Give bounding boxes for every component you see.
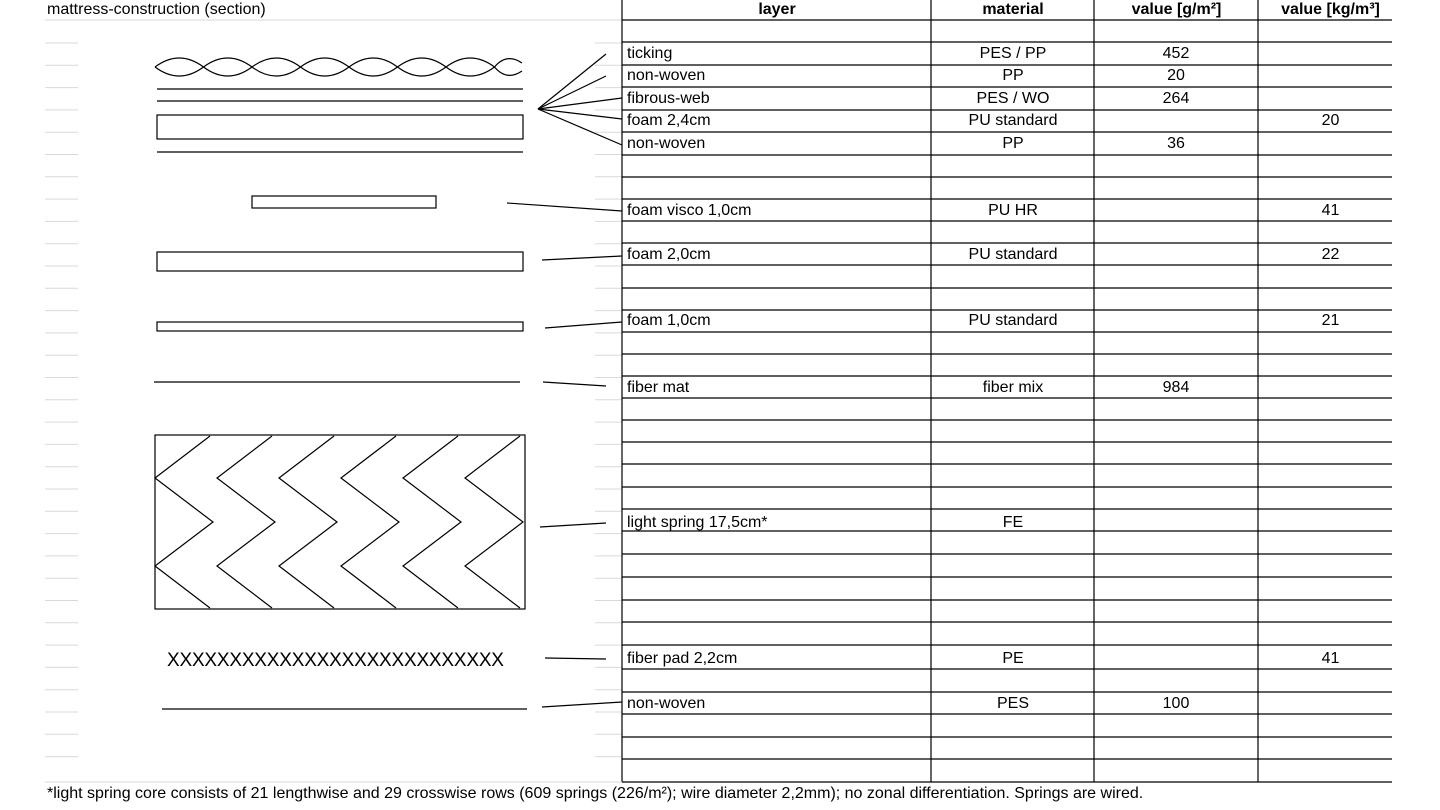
cell-value-gm2 [1095, 201, 1257, 221]
cell-layer: non-woven [627, 67, 706, 84]
cell-value-kgm3 [1259, 694, 1402, 714]
leader-fiber-pad [545, 658, 606, 659]
ticking-shape [155, 58, 522, 76]
cell-value-gm2: 984 [1162, 379, 1190, 396]
cell-value-kgm3 [1259, 89, 1402, 109]
section-drawing [154, 54, 622, 709]
cell-layer: foam visco 1,0cm [627, 202, 752, 219]
cell-value-kgm3: 22 [1321, 246, 1340, 263]
leader-foam-visco [507, 203, 622, 211]
cell-value-gm2 [1095, 649, 1257, 669]
cell-layer: fibrous-web [627, 90, 710, 107]
header-value-kgm3: value [kg/m³] [1281, 1, 1380, 18]
cell-material: PU standard [968, 312, 1058, 329]
cell-value-gm2: 100 [1162, 695, 1190, 712]
cell-material: PP [1002, 67, 1024, 84]
cell-material: PES [996, 695, 1029, 712]
cell-value-gm2: 36 [1167, 135, 1185, 152]
spring-zigzags [155, 436, 523, 608]
cell-layer: light spring 17,5cm* [627, 514, 768, 531]
cell-value-gm2: 452 [1162, 45, 1190, 62]
cell-material: PU standard [968, 246, 1058, 263]
cell-material: PES / PP [979, 45, 1047, 62]
cell-value-gm2 [1095, 111, 1257, 131]
footnote: *light spring core consists of 21 lengthwise and 29 crosswise rows (609 springs (226/m²); wire diameter 2,2mm); no zonal differentiation. Springs are wired. [47, 785, 1144, 802]
leader-foam-2-0 [542, 256, 622, 260]
cell-value-kgm3: 21 [1321, 312, 1340, 329]
header-material: material [982, 1, 1044, 18]
header-value-gm2: value [g/m²] [1131, 1, 1222, 18]
cell-value-kgm3 [1259, 513, 1402, 533]
cell-material: PU HR [988, 202, 1038, 219]
cell-value-gm2: 264 [1162, 90, 1190, 107]
cell-layer: non-woven [627, 135, 706, 152]
cell-material: PP [1002, 135, 1024, 152]
spring-core-rect [155, 435, 525, 609]
cell-value-kgm3 [1259, 44, 1402, 64]
cell-layer: fiber pad 2,2cm [627, 650, 738, 667]
cell-material: PE [1002, 650, 1024, 667]
cell-value-kgm3: 41 [1321, 202, 1340, 219]
cell-material: fiber mix [982, 379, 1044, 396]
foam-visco-rect [252, 196, 436, 208]
leader-light-spring [540, 523, 606, 527]
leader-fiber-mat [543, 382, 606, 386]
cell-value-kgm3: 20 [1321, 112, 1340, 129]
foam-2-4-rect [157, 115, 523, 139]
cell-layer: foam 1,0cm [627, 312, 711, 329]
foam-2-0-rect [157, 252, 523, 271]
cell-value-gm2 [1095, 245, 1257, 265]
cell-value-kgm3 [1259, 134, 1402, 154]
fiber-pad-symbol: XXXXXXXXXXXXXXXXXXXXXXXXXXX [167, 650, 504, 671]
cell-layer: foam 2,4cm [627, 112, 711, 129]
cell-material: PU standard [968, 112, 1058, 129]
cell-layer: fiber mat [627, 379, 690, 396]
cell-layer: non-woven [627, 695, 706, 712]
cell-material: PES / WO [976, 90, 1050, 107]
cell-value-gm2 [1095, 513, 1257, 533]
diagram-title: mattress-construction (section) [47, 1, 266, 18]
cell-value-kgm3 [1259, 66, 1402, 86]
leader-non-woven-bottom [542, 702, 622, 707]
leader-foam-1-0 [545, 322, 622, 328]
cell-value-gm2 [1095, 311, 1257, 331]
header-layer: layer [758, 1, 796, 18]
cell-layer: ticking [627, 45, 673, 62]
cell-value-gm2: 20 [1167, 67, 1185, 84]
foam-1-0-rect [157, 322, 523, 331]
cell-value-kgm3: 41 [1321, 650, 1340, 667]
cell-material: FE [1002, 514, 1024, 531]
faint-grid [45, 20, 622, 757]
cell-value-kgm3 [1259, 378, 1402, 398]
cell-layer: foam 2,0cm [627, 246, 711, 263]
